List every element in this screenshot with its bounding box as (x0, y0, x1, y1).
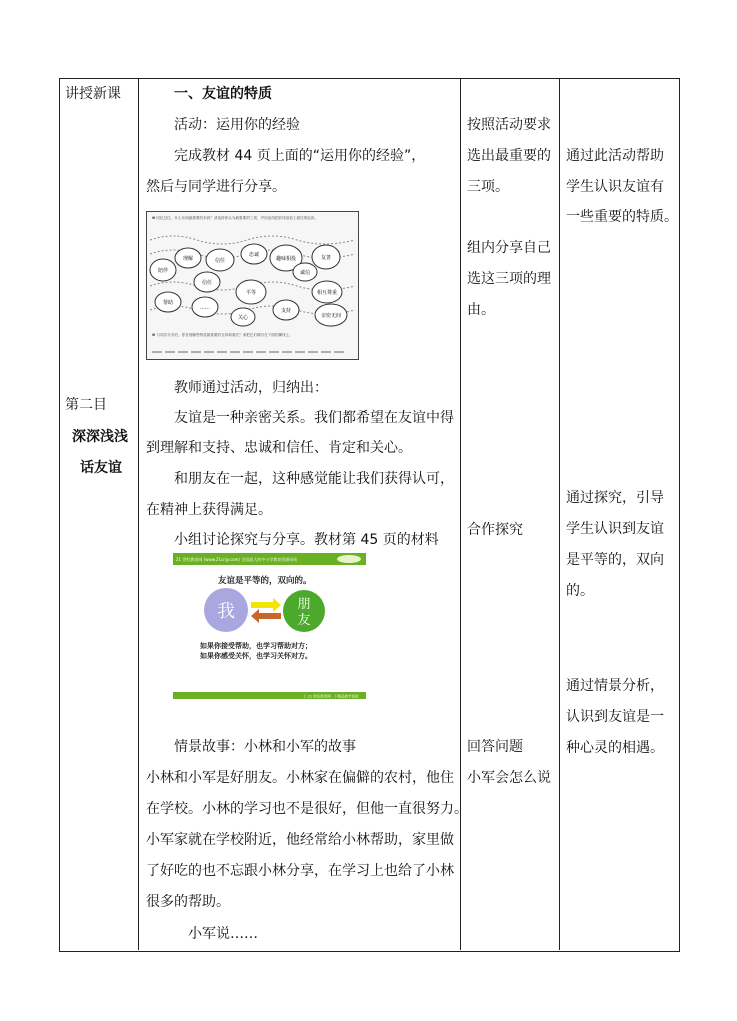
section-label: 第二目 (65, 397, 107, 413)
worksheet-illustration (147, 212, 358, 359)
design-intent: 通过情景分析， (566, 678, 664, 694)
bubble-word: 信任 (214, 258, 226, 264)
bubble-word: 趣味相投 (275, 256, 297, 262)
student-activity: 选这三项的理 (467, 271, 551, 287)
student-activity: 回答问题 (467, 739, 523, 755)
story-line: 很多的帮助。 (146, 894, 230, 910)
bubble-word: 信任 (201, 280, 213, 286)
bubble-word: 帮助 (162, 300, 174, 306)
summary-point: 在精神上获得满足。 (146, 502, 272, 518)
student-activity: 三项。 (467, 179, 509, 195)
design-intent: 通过此活动帮助 (566, 148, 664, 164)
activity-label: 活动：运用你的经验 (174, 117, 300, 133)
story-line: 了好吃的也不忘跟小林分享，在学习上也给了小林 (146, 863, 454, 879)
column-divider (559, 78, 560, 950)
bubble-word: 忠诚 (248, 252, 260, 258)
design-intent: 学生认识友谊有 (566, 179, 664, 195)
worksheet-instruction: ❷ 与同学分享后，你发现哪些特质最重要的支持和看法？请把它们填写在下面的横线上。 (152, 333, 293, 337)
slide-line: 如果你接受帮助，也学习帮助对方； (200, 642, 312, 650)
slide-line: 如果你感受关怀，也学习关怀对方。 (200, 652, 312, 660)
worksheet-figure (146, 211, 359, 360)
topic-title-line2: 话友谊 (80, 460, 122, 476)
column-divider (460, 78, 461, 950)
worksheet-instruction: ❶ 回忆过往，什么东西最重要的东西？请选择你认为最重要的三项，并用连线把彩线加倍上面往的色彩。 (152, 216, 319, 220)
bubble-word: 友善 (320, 255, 332, 261)
bubble-word: 诚信 (299, 270, 311, 276)
slide-figure (173, 553, 366, 699)
bubble-word: 陪伴 (157, 268, 169, 274)
story-title: 情景故事：小林和小军的故事 (174, 739, 356, 755)
bubble-word: 相互尊重 (316, 290, 338, 296)
topic-title-line1: 深深浅浅 (72, 429, 128, 445)
arrow-left-icon (251, 609, 281, 623)
xiaojun-says: 小军说…… (188, 926, 258, 942)
story-line: 在学校。小林的学习也不是很好，但他一直很努力。 (146, 801, 468, 817)
student-activity: 选出最重要的 (467, 148, 551, 164)
design-intent: 通过探究，引导 (566, 490, 664, 506)
slide-caption: 友谊是平等的，双向的。 (218, 576, 312, 586)
design-intent: 学生认识到友谊 (566, 521, 664, 537)
logo-icon (337, 555, 361, 563)
story-line: 小林和小军是好朋友。小林家在偏僻的农村，他住 (146, 770, 454, 786)
instruction-line: 然后与同学进行分享。 (146, 179, 286, 195)
design-intent: 的。 (566, 583, 594, 599)
stage-header: 讲授新课 (65, 86, 121, 102)
bubble-word: 亲密无间 (320, 313, 342, 319)
column-divider (138, 78, 139, 950)
story-line: 小军家就在学校附近，他经常给小林帮助，家里做 (146, 832, 454, 848)
student-activity: 合作探究 (467, 522, 523, 538)
student-activity: 按照活动要求 (467, 117, 551, 133)
design-intent: 种心灵的相遇。 (566, 740, 664, 756)
wave-line (150, 236, 355, 244)
summary-point: 到理解和支持、忠诚和信任、肯定和关心。 (146, 440, 412, 456)
summary-point: 和朋友在一起，这种感觉能让我们获得认可， (174, 471, 454, 487)
slide-illustration (173, 553, 366, 699)
bubble-word: …… (200, 305, 210, 311)
bubble-word: 平等 (245, 290, 257, 296)
student-activity: 组内分享自己 (467, 240, 551, 256)
student-activity: 小军会怎么说 (467, 770, 551, 786)
arrow-right-icon (251, 598, 281, 612)
me-label: 我 (217, 601, 235, 622)
design-intent: 认识到友谊是一 (566, 709, 664, 725)
footer-text: 上 21 世纪教育网 · 下精品教学资源 (303, 694, 359, 699)
design-intent: 是平等的，双向 (566, 552, 664, 568)
friend-label: 友 (297, 613, 311, 628)
instruction-line: 完成教材 44 页上面的“运用你的经验”， (174, 148, 426, 164)
friend-label: 朋 (297, 597, 311, 612)
design-intent: 一些重要的特质。 (566, 209, 678, 225)
banner-text: 21 世纪教育网 (www.21cnjy.com) 全国最大的中小学教育资源网站 (176, 557, 298, 562)
student-activity: 由。 (467, 302, 495, 318)
summary-point: 友谊是一种亲密关系。我们都希望在友谊中得 (174, 410, 454, 426)
group-discussion: 小组讨论探究与分享。教材第 45 页的材料 (174, 532, 439, 548)
bubble-word: 理解 (182, 256, 194, 262)
section-heading: 一、友谊的特质 (174, 86, 272, 102)
teacher-summary: 教师通过活动，归纳出： (174, 380, 328, 396)
bubble-word: 支持 (280, 308, 292, 314)
bubble-word: 关心 (237, 315, 249, 321)
